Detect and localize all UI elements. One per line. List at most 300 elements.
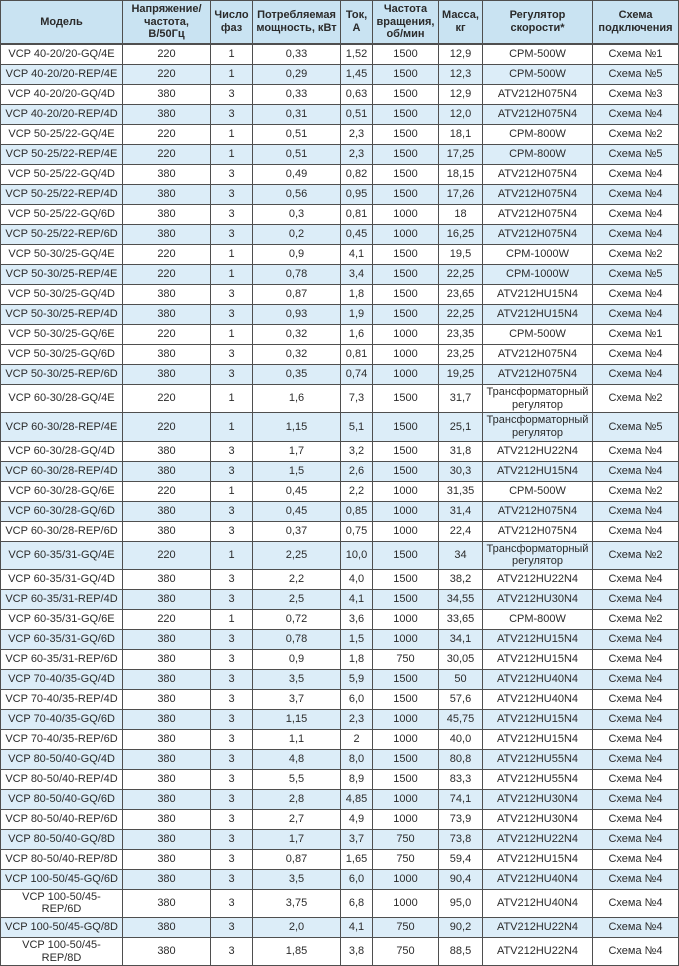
cell-power: 0,33 [253, 44, 341, 65]
cell-current: 4,1 [341, 245, 373, 265]
cell-regulator: Трансформаторный регулятор [483, 385, 593, 413]
column-header-phases: Число фаз [211, 1, 253, 45]
cell-mass: 31,7 [439, 385, 483, 413]
cell-voltage: 380 [123, 365, 211, 385]
cell-scheme: Схема №4 [593, 709, 679, 729]
cell-voltage: 380 [123, 809, 211, 829]
cell-model: VCP 40-20/20-GQ/4E [1, 44, 123, 65]
table-row [1, 918, 679, 938]
cell-model: VCP 70-40/35-REP/6D [1, 729, 123, 749]
cell-voltage: 380 [123, 305, 211, 325]
table-row [1, 285, 679, 305]
cell-power: 0,32 [253, 345, 341, 365]
cell-voltage: 380 [123, 729, 211, 749]
table-row [1, 629, 679, 649]
cell-current: 5,9 [341, 669, 373, 689]
cell-phases: 3 [211, 225, 253, 245]
cell-regulator: ATV212H075N4 [483, 501, 593, 521]
cell-voltage: 380 [123, 669, 211, 689]
cell-rpm: 1000 [373, 325, 439, 345]
table-row [1, 105, 679, 125]
cell-rpm: 1500 [373, 689, 439, 709]
cell-scheme: Схема №4 [593, 305, 679, 325]
cell-regulator: ATV212HU22N4 [483, 829, 593, 849]
cell-mass: 95,0 [439, 889, 483, 917]
cell-phases: 3 [211, 85, 253, 105]
cell-model: VCP 60-30/28-GQ/4E [1, 385, 123, 413]
cell-scheme: Схема №4 [593, 365, 679, 385]
cell-model: VCP 50-30/25-REP/6D [1, 365, 123, 385]
cell-phases: 3 [211, 869, 253, 889]
cell-phases: 3 [211, 769, 253, 789]
cell-rpm: 750 [373, 829, 439, 849]
cell-power: 3,5 [253, 669, 341, 689]
cell-rpm: 1500 [373, 461, 439, 481]
table-row [1, 345, 679, 365]
cell-regulator: ATV212HU40N4 [483, 689, 593, 709]
cell-rpm: 1500 [373, 85, 439, 105]
table-row [1, 365, 679, 385]
cell-voltage: 380 [123, 649, 211, 669]
table-row [1, 44, 679, 65]
cell-regulator: ATV212H075N4 [483, 521, 593, 541]
cell-current: 0,63 [341, 85, 373, 105]
table-row [1, 165, 679, 185]
cell-model: VCP 100-50/45-GQ/8D [1, 918, 123, 938]
cell-mass: 80,8 [439, 749, 483, 769]
cell-power: 1,7 [253, 829, 341, 849]
cell-power: 1,7 [253, 441, 341, 461]
cell-scheme: Схема №5 [593, 65, 679, 85]
table-row [1, 441, 679, 461]
cell-phases: 3 [211, 789, 253, 809]
cell-power: 0,56 [253, 185, 341, 205]
cell-phases: 1 [211, 541, 253, 569]
cell-mass: 31,35 [439, 481, 483, 501]
cell-model: VCP 50-30/25-GQ/4E [1, 245, 123, 265]
cell-power: 3,7 [253, 689, 341, 709]
cell-phases: 3 [211, 709, 253, 729]
cell-phases: 1 [211, 325, 253, 345]
cell-rpm: 1500 [373, 125, 439, 145]
cell-current: 1,45 [341, 65, 373, 85]
cell-voltage: 380 [123, 709, 211, 729]
table-row [1, 325, 679, 345]
cell-phases: 3 [211, 809, 253, 829]
cell-mass: 34 [439, 541, 483, 569]
cell-rpm: 1000 [373, 481, 439, 501]
cell-phases: 3 [211, 749, 253, 769]
cell-current: 1,6 [341, 325, 373, 345]
cell-current: 2 [341, 729, 373, 749]
cell-voltage: 220 [123, 481, 211, 501]
cell-scheme: Схема №5 [593, 265, 679, 285]
cell-rpm: 1500 [373, 265, 439, 285]
table-row [1, 809, 679, 829]
cell-voltage: 380 [123, 789, 211, 809]
cell-mass: 90,2 [439, 918, 483, 938]
cell-rpm: 1500 [373, 305, 439, 325]
cell-regulator: ATV212H075N4 [483, 185, 593, 205]
cell-scheme: Схема №4 [593, 849, 679, 869]
cell-power: 0,87 [253, 849, 341, 869]
cell-voltage: 380 [123, 589, 211, 609]
cell-scheme: Схема №2 [593, 481, 679, 501]
cell-phases: 3 [211, 569, 253, 589]
cell-mass: 59,4 [439, 849, 483, 869]
cell-model: VCP 50-25/22-GQ/4E [1, 125, 123, 145]
cell-regulator: ATV212H075N4 [483, 205, 593, 225]
cell-current: 2,3 [341, 125, 373, 145]
cell-scheme: Схема №4 [593, 649, 679, 669]
table-row [1, 589, 679, 609]
cell-phases: 3 [211, 441, 253, 461]
cell-regulator: ATV212HU22N4 [483, 441, 593, 461]
cell-scheme: Схема №4 [593, 629, 679, 649]
table-row [1, 569, 679, 589]
cell-mass: 23,35 [439, 325, 483, 345]
cell-voltage: 220 [123, 65, 211, 85]
cell-current: 0,45 [341, 225, 373, 245]
cell-current: 1,8 [341, 285, 373, 305]
cell-voltage: 380 [123, 225, 211, 245]
cell-power: 0,37 [253, 521, 341, 541]
cell-voltage: 220 [123, 265, 211, 285]
cell-voltage: 380 [123, 629, 211, 649]
table-row [1, 205, 679, 225]
cell-mass: 31,8 [439, 441, 483, 461]
cell-regulator: CPM-500W [483, 481, 593, 501]
cell-mass: 73,8 [439, 829, 483, 849]
cell-scheme: Схема №4 [593, 345, 679, 365]
cell-power: 2,5 [253, 589, 341, 609]
cell-scheme: Схема №4 [593, 789, 679, 809]
cell-model: VCP 70-40/35-REP/4D [1, 689, 123, 709]
cell-voltage: 380 [123, 569, 211, 589]
table-row [1, 501, 679, 521]
cell-regulator: ATV212HU22N4 [483, 938, 593, 966]
table-header [1, 1, 679, 45]
cell-regulator: ATV212HU15N4 [483, 849, 593, 869]
cell-voltage: 380 [123, 461, 211, 481]
table-row [1, 145, 679, 165]
table-row [1, 689, 679, 709]
cell-mass: 73,9 [439, 809, 483, 829]
cell-mass: 18,1 [439, 125, 483, 145]
cell-model: VCP 80-50/40-REP/6D [1, 809, 123, 829]
cell-scheme: Схема №4 [593, 869, 679, 889]
cell-mass: 45,75 [439, 709, 483, 729]
column-header-regulator: Регулятор скорости* [483, 1, 593, 45]
cell-rpm: 1000 [373, 365, 439, 385]
cell-phases: 3 [211, 105, 253, 125]
cell-mass: 31,4 [439, 501, 483, 521]
cell-phases: 3 [211, 285, 253, 305]
table-body [1, 44, 679, 966]
cell-current: 4,0 [341, 569, 373, 589]
cell-model: VCP 60-30/28-GQ/6E [1, 481, 123, 501]
cell-mass: 18 [439, 205, 483, 225]
cell-scheme: Схема №4 [593, 521, 679, 541]
cell-rpm: 1500 [373, 105, 439, 125]
cell-voltage: 380 [123, 185, 211, 205]
cell-current: 0,85 [341, 501, 373, 521]
cell-mass: 50 [439, 669, 483, 689]
cell-rpm: 1000 [373, 709, 439, 729]
cell-current: 0,51 [341, 105, 373, 125]
cell-current: 3,8 [341, 938, 373, 966]
cell-phases: 1 [211, 44, 253, 65]
cell-model: VCP 100-50/45-GQ/6D [1, 869, 123, 889]
cell-model: VCP 50-30/25-GQ/6E [1, 325, 123, 345]
cell-regulator: ATV212H075N4 [483, 85, 593, 105]
cell-mass: 17,26 [439, 185, 483, 205]
cell-voltage: 380 [123, 501, 211, 521]
cell-power: 0,45 [253, 501, 341, 521]
table-row [1, 413, 679, 441]
table-row [1, 849, 679, 869]
cell-rpm: 1000 [373, 205, 439, 225]
cell-model: VCP 80-50/40-GQ/6D [1, 789, 123, 809]
cell-rpm: 1500 [373, 541, 439, 569]
column-header-scheme: Схема подключения [593, 1, 679, 45]
cell-current: 2,3 [341, 709, 373, 729]
cell-model: VCP 60-35/31-GQ/4D [1, 569, 123, 589]
cell-regulator: CPM-1000W [483, 265, 593, 285]
cell-regulator: ATV212H075N4 [483, 365, 593, 385]
cell-mass: 34,1 [439, 629, 483, 649]
cell-mass: 88,5 [439, 938, 483, 966]
cell-scheme: Схема №4 [593, 829, 679, 849]
cell-mass: 22,4 [439, 521, 483, 541]
table-row [1, 938, 679, 966]
cell-mass: 83,3 [439, 769, 483, 789]
table-row [1, 869, 679, 889]
cell-regulator: ATV212HU15N4 [483, 461, 593, 481]
cell-rpm: 1500 [373, 589, 439, 609]
cell-rpm: 1500 [373, 145, 439, 165]
cell-rpm: 750 [373, 649, 439, 669]
table-row [1, 245, 679, 265]
cell-current: 6,0 [341, 869, 373, 889]
cell-current: 3,6 [341, 609, 373, 629]
cell-mass: 40,0 [439, 729, 483, 749]
cell-mass: 22,25 [439, 305, 483, 325]
cell-regulator: ATV212HU22N4 [483, 569, 593, 589]
cell-power: 1,85 [253, 938, 341, 966]
cell-rpm: 1000 [373, 521, 439, 541]
cell-phases: 3 [211, 589, 253, 609]
cell-power: 0,49 [253, 165, 341, 185]
table-row [1, 225, 679, 245]
cell-scheme: Схема №4 [593, 749, 679, 769]
cell-voltage: 380 [123, 521, 211, 541]
cell-power: 0,9 [253, 649, 341, 669]
column-header-voltage: Напряжение/ частота, В/50Гц [123, 1, 211, 45]
table-row [1, 649, 679, 669]
table-row [1, 85, 679, 105]
cell-model: VCP 70-40/35-GQ/4D [1, 669, 123, 689]
cell-model: VCP 60-35/31-REP/4D [1, 589, 123, 609]
table-row [1, 789, 679, 809]
cell-scheme: Схема №4 [593, 938, 679, 966]
cell-current: 6,0 [341, 689, 373, 709]
cell-power: 1,1 [253, 729, 341, 749]
cell-power: 1,6 [253, 385, 341, 413]
cell-mass: 74,1 [439, 789, 483, 809]
cell-scheme: Схема №4 [593, 809, 679, 829]
cell-scheme: Схема №4 [593, 285, 679, 305]
cell-power: 1,5 [253, 461, 341, 481]
cell-current: 1,65 [341, 849, 373, 869]
cell-model: VCP 60-35/31-GQ/4E [1, 541, 123, 569]
cell-current: 3,7 [341, 829, 373, 849]
cell-current: 4,85 [341, 789, 373, 809]
cell-model: VCP 80-50/40-GQ/8D [1, 829, 123, 849]
cell-power: 0,45 [253, 481, 341, 501]
cell-power: 1,15 [253, 709, 341, 729]
cell-scheme: Схема №4 [593, 461, 679, 481]
cell-current: 0,75 [341, 521, 373, 541]
cell-power: 0,51 [253, 145, 341, 165]
cell-current: 4,1 [341, 918, 373, 938]
cell-phases: 3 [211, 365, 253, 385]
table-row [1, 385, 679, 413]
cell-phases: 1 [211, 125, 253, 145]
cell-regulator: ATV212H075N4 [483, 225, 593, 245]
cell-rpm: 750 [373, 918, 439, 938]
cell-mass: 12,3 [439, 65, 483, 85]
cell-scheme: Схема №4 [593, 441, 679, 461]
cell-power: 0,33 [253, 85, 341, 105]
cell-regulator: CPM-800W [483, 125, 593, 145]
cell-mass: 12,0 [439, 105, 483, 125]
cell-rpm: 1500 [373, 385, 439, 413]
column-header-rpm: Частота вращения, об/мин [373, 1, 439, 45]
cell-mass: 38,2 [439, 569, 483, 589]
cell-scheme: Схема №2 [593, 245, 679, 265]
cell-model: VCP 50-25/22-REP/6D [1, 225, 123, 245]
cell-regulator: CPM-800W [483, 609, 593, 629]
cell-power: 2,8 [253, 789, 341, 809]
cell-rpm: 1500 [373, 569, 439, 589]
cell-phases: 3 [211, 669, 253, 689]
cell-model: VCP 50-30/25-GQ/6D [1, 345, 123, 365]
cell-phases: 3 [211, 521, 253, 541]
cell-mass: 23,65 [439, 285, 483, 305]
cell-phases: 1 [211, 145, 253, 165]
cell-regulator: CPM-500W [483, 65, 593, 85]
cell-current: 3,4 [341, 265, 373, 285]
cell-regulator: Трансформаторный регулятор [483, 413, 593, 441]
cell-voltage: 380 [123, 285, 211, 305]
cell-scheme: Схема №4 [593, 225, 679, 245]
cell-model: VCP 60-30/28-GQ/6D [1, 501, 123, 521]
cell-rpm: 1500 [373, 769, 439, 789]
cell-current: 0,82 [341, 165, 373, 185]
cell-power: 0,35 [253, 365, 341, 385]
cell-power: 0,29 [253, 65, 341, 85]
cell-scheme: Схема №4 [593, 569, 679, 589]
cell-regulator: ATV212H075N4 [483, 105, 593, 125]
cell-phases: 3 [211, 501, 253, 521]
cell-mass: 90,4 [439, 869, 483, 889]
cell-regulator: ATV212HU30N4 [483, 789, 593, 809]
cell-regulator: ATV212HU22N4 [483, 918, 593, 938]
cell-rpm: 1500 [373, 749, 439, 769]
table-row [1, 65, 679, 85]
cell-power: 5,5 [253, 769, 341, 789]
cell-rpm: 1000 [373, 345, 439, 365]
cell-scheme: Схема №4 [593, 589, 679, 609]
cell-voltage: 380 [123, 769, 211, 789]
cell-power: 0,9 [253, 245, 341, 265]
column-header-model: Модель [1, 1, 123, 45]
cell-model: VCP 50-30/25-REP/4E [1, 265, 123, 285]
table-row [1, 669, 679, 689]
cell-model: VCP 60-35/31-REP/6D [1, 649, 123, 669]
cell-regulator: ATV212HU15N4 [483, 729, 593, 749]
cell-current: 6,8 [341, 889, 373, 917]
cell-power: 0,78 [253, 265, 341, 285]
cell-rpm: 1000 [373, 501, 439, 521]
cell-scheme: Схема №4 [593, 669, 679, 689]
table-row [1, 749, 679, 769]
cell-model: VCP 50-25/22-GQ/4D [1, 165, 123, 185]
cell-regulator: CPM-500W [483, 44, 593, 65]
cell-current: 10,0 [341, 541, 373, 569]
cell-phases: 3 [211, 889, 253, 917]
cell-model: VCP 60-30/28-GQ/4D [1, 441, 123, 461]
cell-phases: 3 [211, 689, 253, 709]
table-row [1, 889, 679, 917]
cell-power: 0,51 [253, 125, 341, 145]
cell-power: 0,78 [253, 629, 341, 649]
cell-rpm: 1000 [373, 225, 439, 245]
cell-scheme: Схема №1 [593, 325, 679, 345]
cell-scheme: Схема №4 [593, 729, 679, 749]
cell-regulator: ATV212HU55N4 [483, 749, 593, 769]
cell-mass: 25,1 [439, 413, 483, 441]
cell-rpm: 1000 [373, 789, 439, 809]
cell-phases: 3 [211, 918, 253, 938]
cell-phases: 1 [211, 265, 253, 285]
cell-regulator: ATV212HU15N4 [483, 285, 593, 305]
cell-phases: 1 [211, 413, 253, 441]
cell-scheme: Схема №5 [593, 413, 679, 441]
cell-current: 5,1 [341, 413, 373, 441]
cell-mass: 12,9 [439, 85, 483, 105]
cell-power: 0,93 [253, 305, 341, 325]
cell-mass: 57,6 [439, 689, 483, 709]
cell-scheme: Схема №4 [593, 501, 679, 521]
cell-voltage: 220 [123, 145, 211, 165]
cell-voltage: 380 [123, 689, 211, 709]
cell-voltage: 380 [123, 889, 211, 917]
header-row [1, 1, 679, 45]
cell-regulator: ATV212HU30N4 [483, 809, 593, 829]
cell-current: 0,95 [341, 185, 373, 205]
cell-scheme: Схема №4 [593, 105, 679, 125]
cell-power: 0,72 [253, 609, 341, 629]
cell-voltage: 220 [123, 385, 211, 413]
cell-regulator: ATV212HU40N4 [483, 869, 593, 889]
cell-phases: 3 [211, 305, 253, 325]
cell-phases: 3 [211, 165, 253, 185]
cell-rpm: 1500 [373, 65, 439, 85]
cell-scheme: Схема №4 [593, 165, 679, 185]
cell-phases: 1 [211, 385, 253, 413]
